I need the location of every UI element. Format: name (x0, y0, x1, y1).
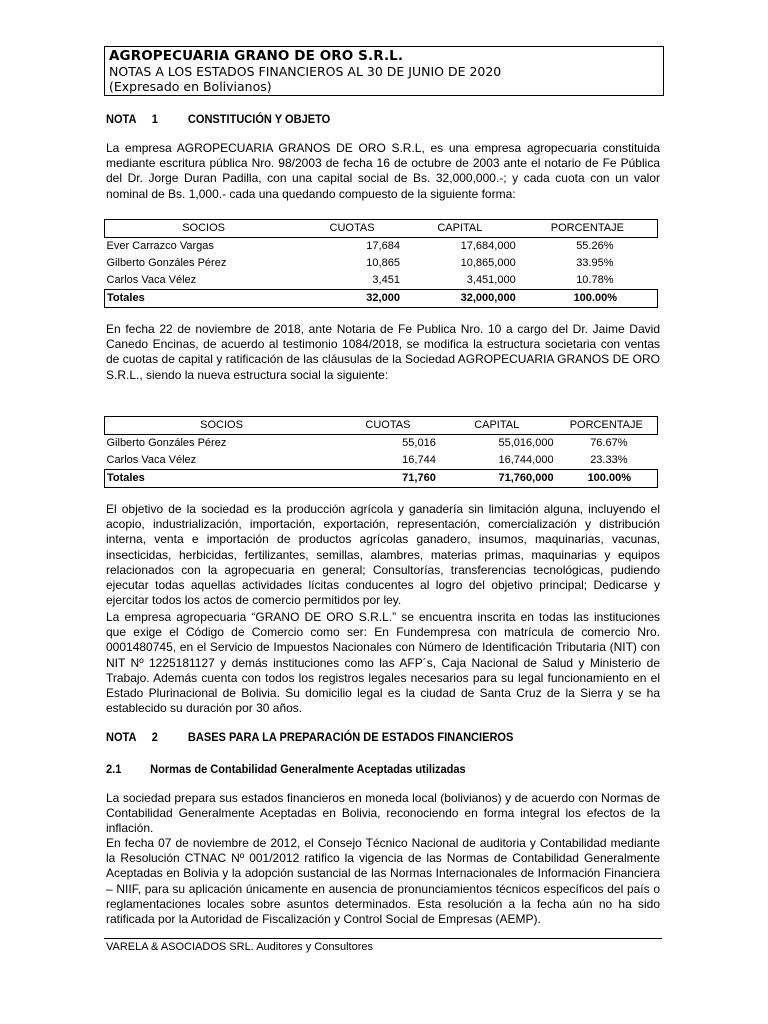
total-porcentaje: 100.00% (587, 472, 631, 484)
cell-socio: Ever Carrazco Vargas (106, 240, 214, 252)
company-name: AGROPECUARIA GRANO DE ORO S.R.L. (109, 48, 404, 64)
cell-porcentaje: 10.78% (576, 274, 614, 286)
cell-cuotas: 10,865 (366, 257, 400, 269)
table-header-row (105, 220, 658, 238)
footer-firm-name: VARELA & ASOCIADOS SRL. Auditores y Consultores (106, 941, 373, 953)
total-label: Totales (107, 292, 145, 304)
header-porcentaje: PORCENTAJE (550, 222, 624, 234)
section-2-1-heading (106, 762, 466, 776)
nota-1-heading (106, 112, 330, 126)
nota-2-heading (106, 730, 513, 744)
cell-cuotas: 16,744 (402, 454, 436, 466)
cell-capital: 3,451,000 (466, 274, 516, 286)
nota-2-paragraph-1: La sociedad prepara sus estados financieros en moneda local (bolivianos) y de acuerdo con Normas de Contabilidad Generalmente Aceptadas en Bolivia, reconociendo en forma integral los efectos de la inflación. (106, 791, 660, 836)
socios-table-current (104, 416, 658, 488)
nota-1-paragraph-4: La empresa agropecuaria “GRANO DE ORO S.R.L.” se encuentra inscrita en todas las instituciones que exige el Código de Comercio como ser: En Fundempresa con matrícula de comercio Nro. 0001480745, en el Servicio de Impuestos Nacionales con Número de Identificación Tributaria (NIT) con NIT Nº 1225181127 y demás instituciones como las AFP´s, Caja Nacional de Salud y Ministerio de Trabajo. Además cuenta con todos los registros legales necesarios para su legal funcionamiento en el Estado Plurinacional de Bolivia. Su domicilio legal es la ciudad de Santa Cruz de la Sierra y se ha establecido su duración por 30 años. (106, 610, 660, 716)
table-total-row (105, 290, 658, 308)
cell-porcentaje: 76.67% (590, 437, 628, 449)
table-row (105, 435, 658, 453)
cell-socio: Carlos Vaca Vélez (106, 274, 197, 286)
cell-cuotas: 3,451 (372, 274, 400, 286)
nota-2-title: BASES PARA LA PREPARACIÓN DE ESTADOS FINANCIEROS (187, 730, 514, 744)
header-cuotas: CUOTAS (329, 222, 375, 234)
nota-2-label: NOTA (106, 730, 137, 744)
nota-1-paragraph-2: En fecha 22 de noviembre de 2018, ante Notaria de Fe Publica Nro. 10 a cargo del Dr. Jaime David Canedo Encinas, de acuerdo al testimonio 1084/2018, se modifica la estructura societaria con ventas de cuotas de capital y ratificación de las cláusulas de la Sociedad AGROPECUARIA GRANOS DE ORO S.R.L., siendo la nueva estructura social la siguiente: (106, 322, 660, 382)
total-porcentaje: 100.00% (573, 292, 617, 304)
section-2-1-number: 2.1 (106, 762, 122, 776)
table-row (105, 238, 658, 256)
table-row (105, 272, 658, 290)
header-porcentaje: PORCENTAJE (569, 419, 643, 431)
nota-1-paragraph-1: La empresa AGROPECUARIA GRANOS DE ORO S.R.L, es una empresa agropecuaria constituida mediante escritura pública Nro. 98/2003 de fecha 16 de octubre de 2003 ante el notario de Fe Pública del Dr. Jorge Duran Padilla, con una capital social de Bs. 32,000,000.-; y cada cuota con un valor nominal de Bs. 1,000.- cada una quedando compuesto de la siguiente forma: (106, 141, 660, 201)
header-capital: CAPITAL (437, 222, 483, 234)
cell-porcentaje: 55.26% (576, 240, 614, 252)
currency-note: (Expresado en Bolivianos) (109, 79, 272, 94)
total-capital: 32,000,000 (460, 292, 516, 304)
document-subtitle: NOTAS A LOS ESTADOS FINANCIEROS AL 30 DE JUNIO DE 2020 (109, 64, 502, 79)
table-row (105, 255, 658, 272)
header-capital: CAPITAL (474, 419, 520, 431)
table-header-row (105, 417, 658, 435)
section-2-1-title: Normas de Contabilidad Generalmente Aceptadas utilizadas (150, 762, 466, 776)
nota-1-paragraph-3: El objetivo de la sociedad es la producción agrícola y ganadería sin limitación alguna, incluyendo el acopio, industrialización, importación, exportación, representación, comercialización y distribución interna, venta e importación de productos agrícolas ganadero, insumos, maquinarias, vacunas, insecticidas, herbicidas, fertilizantes, semillas, alambres, materias primas, maquinarias y equipos relacionados con la agropecuaria en general; Consultorías, transferencias tecnológicas, pudiendo ejecutar todas aquellas actividades lícitas conducentes al logro del objetivo principal; Dedicarse y ejercitar todos los actos de comercio permitidos por ley. (106, 502, 660, 608)
total-cuotas: 71,760 (402, 472, 436, 484)
socios-table-initial (104, 219, 658, 308)
total-cuotas: 32,000 (366, 292, 400, 304)
nota-1-label: NOTA (106, 112, 137, 126)
cell-cuotas: 17,684 (366, 240, 400, 252)
cell-capital: 17,684,000 (460, 240, 516, 252)
cell-capital: 16,744,000 (498, 454, 554, 466)
nota-1-title: CONSTITUCIÓN Y OBJETO (187, 112, 331, 126)
total-capital: 71,760,000 (498, 472, 554, 484)
header-socios: SOCIOS (200, 419, 243, 431)
header-cuotas: CUOTAS (365, 419, 411, 431)
cell-porcentaje: 33.95% (576, 257, 614, 269)
table-total-row (105, 470, 658, 488)
nota-2-paragraph-2: En fecha 07 de noviembre de 2012, el Consejo Técnico Nacional de auditoria y Contabilidad mediante la Resolución CTNAC Nº 001/2012 ratifico la vigencia de las Normas de Contabilidad Generalmente Aceptadas en Bolivia y la adopción sustancial de las Normas Internacionales de Información Financiera – NIIF, para su aplicación únicamente en ausencia de pronunciamientos técnicos específicos del país o reglamentaciones locales sobre asuntos determinados. Esta resolución a la fecha aún no ha sido ratificada por la Autoridad de Fiscalización y Control Social de Empresas (AEMP). (106, 836, 660, 927)
cell-socio: Gilberto Gonzáles Pérez (106, 257, 227, 269)
cell-socio: Gilberto Gonzáles Pérez (106, 437, 227, 449)
table-row (105, 452, 658, 470)
cell-capital: 55,016,000 (498, 437, 554, 449)
footer-divider (104, 938, 662, 939)
cell-cuotas: 55,016 (402, 437, 436, 449)
document-header-box (104, 46, 664, 96)
nota-1-number: 1 (151, 112, 158, 126)
nota-2-number: 2 (151, 730, 158, 744)
total-label: Totales (107, 472, 145, 484)
cell-socio: Carlos Vaca Vélez (106, 454, 197, 466)
header-socios: SOCIOS (182, 222, 225, 234)
cell-capital: 10,865,000 (460, 257, 516, 269)
cell-porcentaje: 23.33% (590, 454, 628, 466)
